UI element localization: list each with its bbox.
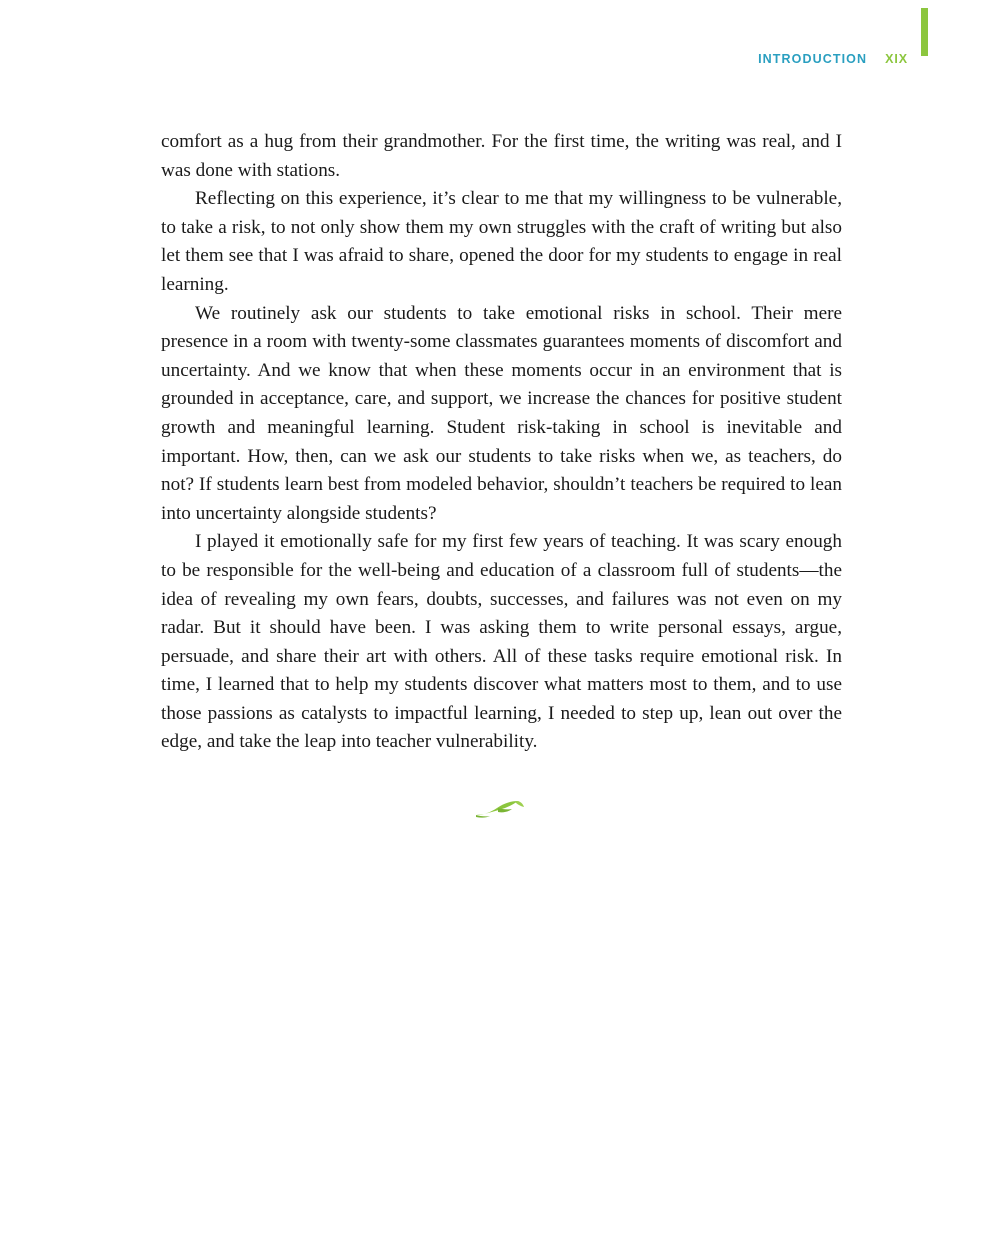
paragraph: I played it emotionally safe for my first few years of teaching. It was scary enough to be responsible for the well-being and education of a classroom full of students—the idea of revealing my own fears, doubts, successes, and failures was not even on my radar. But it should have been. I was asking them to write personal essays, argue, persuade, and share their art with others. All of these tasks require emotional risk. In time, I learned that to help my students discover what matters most to them, and to use those passions as catalysts to impactful learning, I needed to step up, lean out over the edge, and take the leap into teacher vulnerability. <box>161 531 842 753</box>
paragraph: comfort as a hug from their grandmother. For the first time, the writing was real, and I was done with stations. <box>161 131 842 181</box>
paragraph: Reflecting on this experience, it’s clear to me that my willingness to be vulnerable, to take a risk, to not only show them my own struggles with the craft of writing but also let them see that I was afraid to share, opened the door for my students to engage in real learning. <box>161 188 842 295</box>
header-accent-rule <box>921 8 928 56</box>
body-text-block <box>161 128 842 757</box>
leaf-sprig-icon <box>474 807 526 824</box>
page-header <box>0 0 1000 100</box>
running-head-title: INTRODUCTION <box>758 52 868 66</box>
section-break-ornament <box>0 798 1000 825</box>
running-head <box>758 52 908 66</box>
paragraph: We routinely ask our students to take emotional risks in school. Their mere presence in a room with twenty-some classmates guarantees moments of discomfort and uncertainty. And we know that when these moments occur in an environment that is grounded in acceptance, care, and support, we increase the chances for positive student growth and meaningful learning. Student risk-taking in school is inevitable and important. How, then, can we ask our students to take risks when we, as teachers, do not? If students learn best from modeled behavior, shouldn’t teachers be required to lean into uncertainty alongside students? <box>161 302 842 524</box>
page-number: XIX <box>885 52 908 66</box>
